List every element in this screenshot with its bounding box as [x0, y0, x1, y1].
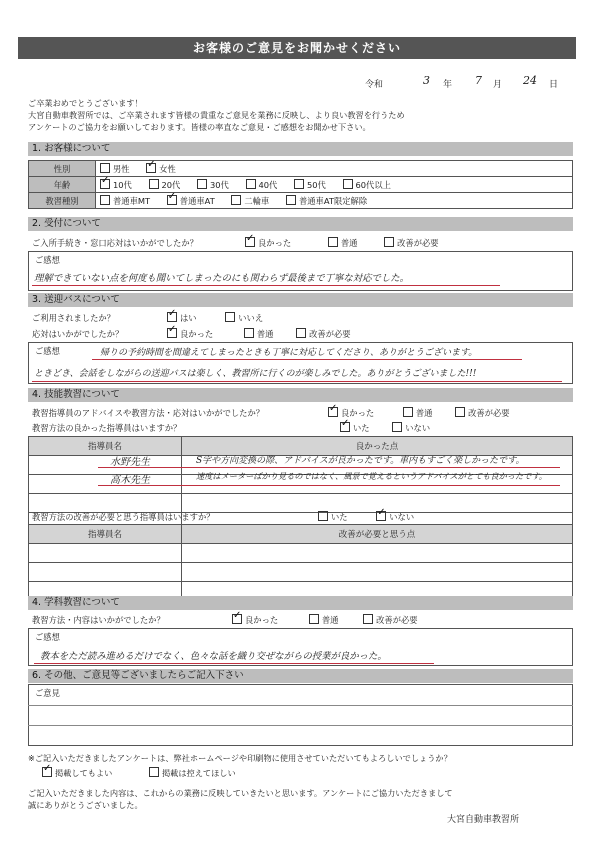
option-label: 良かった: [245, 615, 279, 625]
intro-line: アンケートのご協力をお願いしております。皆様の率直なご意見・ご感想をお聞かせ下さい。: [28, 122, 371, 132]
writing-line: [28, 705, 573, 706]
option-label: いない: [405, 423, 431, 433]
highlight-underline: [32, 381, 562, 382]
lecture-options: [232, 614, 432, 626]
checkbox[interactable]: [286, 195, 296, 205]
option-label: 40代: [258, 179, 278, 190]
column-header: 指導員名: [29, 437, 182, 456]
checkbox[interactable]: [246, 179, 256, 189]
option-label: 普通: [340, 238, 358, 248]
checkbox[interactable]: [403, 407, 413, 417]
section-header: 4. 学科教習について: [28, 596, 573, 610]
date-month: 7: [475, 74, 482, 87]
checkbox[interactable]: [149, 767, 159, 777]
age-label: 年齢: [29, 177, 96, 193]
highlight-underline: [34, 663, 434, 664]
page-title: お客様のご意見をお聞かせください: [18, 37, 576, 59]
checkbox[interactable]: [244, 328, 254, 338]
date-era: 令和: [365, 80, 384, 90]
checkbox[interactable]: [309, 614, 319, 624]
gender-label: 性別: [29, 161, 96, 177]
option-label: いた: [353, 423, 370, 433]
table-cell[interactable]: [182, 563, 573, 582]
option-label: 50代: [307, 179, 326, 190]
handwritten-comment: 帰りの予約時間を間違えてしまったときも丁寧に対応してくださり、ありがとうございます。: [100, 348, 478, 358]
option-label: 30代: [210, 179, 229, 190]
bad-instructor-options: [318, 511, 428, 523]
section-header: 6. その他、ご意見等ございましたらご記入下さい: [28, 669, 573, 683]
table-cell[interactable]: [29, 494, 182, 513]
question: 教習指導員のアドバイスや教習方法・応対はいかがでしたか？: [32, 408, 265, 418]
date-field: [365, 74, 575, 92]
date-year-unit: 年: [443, 80, 453, 90]
instructor-options: [328, 407, 524, 419]
thanks-line: 誠にありがとうございました。: [28, 800, 143, 810]
option-label: 女性: [159, 163, 176, 174]
option-label: 良かった: [258, 238, 292, 248]
checkbox-checked[interactable]: [146, 163, 156, 173]
checkbox-checked[interactable]: [167, 195, 177, 205]
customer-table: [28, 160, 573, 209]
checkbox-checked[interactable]: [328, 407, 338, 417]
column-header: 指導員名: [29, 525, 182, 544]
publication-options: [42, 767, 250, 779]
table-cell[interactable]: [29, 456, 182, 475]
option-label: 普通: [415, 408, 433, 418]
bad-instructor-table: [28, 524, 573, 601]
question: 教習方法・内容はいかがでしたか？: [32, 615, 165, 625]
checkbox[interactable]: [455, 407, 465, 417]
table-cell[interactable]: [29, 544, 182, 563]
question: 教習方法の良かった指導員はいますか？: [32, 423, 182, 433]
reception-options: [245, 237, 453, 249]
comment-label: ご感想: [35, 346, 60, 356]
handwritten-comment: ときどき、会話をしながらの送迎バスは楽しく、教習所に行くのが楽しみでした。ありがとうございました!!!: [34, 369, 477, 379]
comment-label: ご感想: [35, 255, 60, 265]
option-label: いた: [331, 512, 348, 522]
option-label: 普通車MT: [113, 195, 151, 206]
option-label: 二輪車: [244, 195, 270, 206]
option-label: 普通: [256, 329, 274, 339]
checkbox[interactable]: [197, 179, 207, 189]
option-label: 普通車AT限定解除: [298, 195, 368, 206]
question: ご利用されましたか？: [32, 313, 115, 323]
checkbox[interactable]: [294, 179, 304, 189]
section-header: 4. 技能教習について: [28, 388, 573, 402]
comment-box[interactable]: [28, 684, 573, 746]
instructor-point: S字や方向変換の際、アドバイスが良かったです。車内もすごく楽しかったです。: [196, 456, 525, 466]
date-month-unit: 月: [493, 80, 503, 90]
course-label: 教習種別: [29, 193, 96, 209]
checkbox[interactable]: [392, 422, 402, 432]
intro-text: [28, 97, 573, 133]
option-label: いない: [389, 512, 415, 522]
highlight-underline: [92, 359, 522, 360]
date-day: 24: [523, 74, 537, 87]
checkbox[interactable]: [149, 179, 159, 189]
bus-response-options: [167, 328, 365, 340]
option-label: 掲載してもよい: [55, 768, 113, 778]
instructor-name: 水野先生: [110, 457, 150, 468]
intro-line: ご卒業おめでとうございます！: [28, 98, 143, 108]
checkbox[interactable]: [328, 237, 338, 247]
checkbox[interactable]: [384, 237, 394, 247]
table-cell[interactable]: [29, 475, 182, 494]
option-label: 10代: [113, 179, 132, 190]
table-cell[interactable]: [182, 544, 573, 563]
checkbox[interactable]: [225, 312, 235, 322]
handwritten-comment: 教本をただ読み進めるだけでなく、色々な話を織り交ぜながらの授業が良かった。: [40, 651, 387, 662]
checkbox[interactable]: [100, 195, 110, 205]
option-label: いいえ: [238, 313, 264, 323]
option-label: 改善が必要: [397, 238, 439, 248]
checkbox-checked[interactable]: [232, 614, 242, 624]
checkbox[interactable]: [343, 179, 353, 189]
table-cell[interactable]: [29, 563, 182, 582]
option-label: 20代: [161, 179, 181, 190]
section-header: 2. 受付について: [28, 217, 573, 231]
section-header: 3. 送迎バスについて: [28, 293, 573, 307]
option-label: 良かった: [341, 408, 375, 418]
course-options: [96, 193, 573, 209]
question: ご入所手続き・窓口応対はいかがでしたか？: [32, 238, 198, 248]
checkbox[interactable]: [100, 163, 110, 173]
section-header: 1. お客様について: [28, 142, 573, 156]
comment-label: ご意見: [35, 688, 60, 698]
checkbox[interactable]: [296, 328, 306, 338]
checkbox[interactable]: [318, 511, 328, 521]
checkbox-checked[interactable]: [340, 422, 350, 432]
option-label: 改善が必要: [309, 329, 351, 339]
option-label: 改善が必要: [468, 408, 510, 418]
instructor-point: 速度はメーターばかり見るのではなく、風景で覚えるというアドバイスがとても良かったです。: [196, 471, 547, 481]
option-label: 男性: [113, 163, 130, 174]
signature: 大宮自動車教習所: [447, 815, 520, 825]
highlight-underline: [98, 467, 560, 468]
checkbox-checked[interactable]: [42, 767, 52, 777]
column-header: 良かった点: [182, 437, 573, 456]
option-label: 改善が必要: [376, 615, 418, 625]
checkbox-checked[interactable]: [245, 237, 255, 247]
checkbox-checked[interactable]: [100, 179, 110, 189]
date-day-unit: 日: [549, 80, 559, 90]
checkbox-checked[interactable]: [167, 328, 177, 338]
good-instructor-options: [340, 422, 444, 434]
bus-use-options: [167, 312, 277, 324]
option-label: はい: [180, 313, 197, 323]
date-year: 3: [423, 74, 430, 87]
option-label: 60代以上: [355, 179, 391, 190]
instructor-name: 高木先生: [110, 475, 150, 486]
thanks-line: ご記入いただきました内容は、これからの業務に反映していきたいと思います。アンケートにご協力いただきまして: [28, 788, 453, 798]
option-label: 掲載は控えてほしい: [161, 768, 236, 778]
checkbox-checked[interactable]: [376, 511, 386, 521]
publication-note: ※ご記入いただきましたアンケートは、弊社ホームページや印刷物に使用させていただいてもよろしいでしょうか？: [28, 753, 452, 763]
gender-options: [96, 161, 573, 177]
question: 教習方法の改善が必要と思う指導員はいますか？: [32, 512, 215, 522]
option-label: 良かった: [180, 329, 214, 339]
question: 応対はいかがでしたか？: [32, 329, 124, 339]
handwritten-comment: 理解できていない点を何度も聞いてしまったのにも関わらず最後まで丁寧な対応でした。: [34, 273, 410, 284]
checkbox[interactable]: [363, 614, 373, 624]
column-header: 改善が必要と思う点: [182, 525, 573, 544]
writing-line: [28, 725, 573, 726]
checkbox-checked[interactable]: [167, 312, 177, 322]
comment-label: ご感想: [35, 632, 60, 642]
highlight-underline: [32, 285, 500, 286]
highlight-underline: [98, 485, 560, 486]
intro-line: 大宮自動車教習所では、ご卒業されます皆様の貴重なご意見を業務に反映し、より良い教習を行うため: [28, 110, 405, 120]
checkbox[interactable]: [231, 195, 241, 205]
option-label: 普通: [321, 615, 339, 625]
option-label: 普通車AT: [179, 195, 215, 206]
